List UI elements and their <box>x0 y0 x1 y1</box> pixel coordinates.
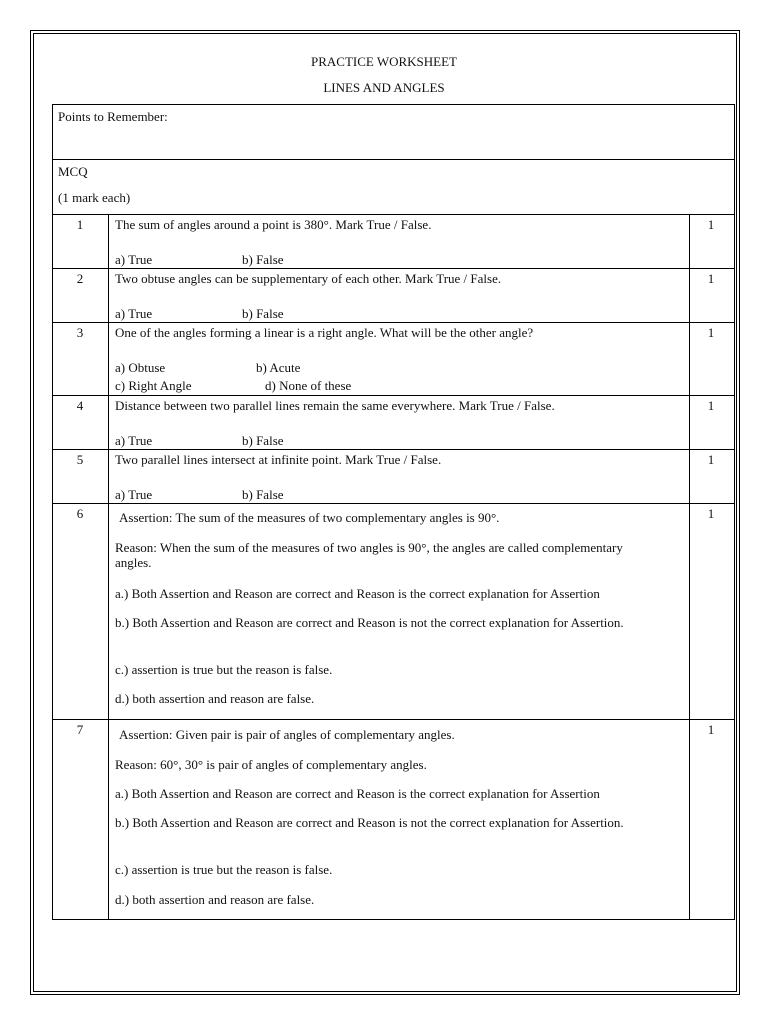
option: c.) assertion is true but the reason is false. <box>115 862 333 877</box>
option: a.) Both Assertion and Reason are correct and Reason is the correct explanation for Assertion <box>115 586 600 601</box>
points-to-remember-label: Points to Remember: <box>58 109 168 124</box>
option: b) False <box>242 487 284 502</box>
mcq-section-header <box>52 159 735 215</box>
question-marks: 1 <box>707 506 715 521</box>
question-number: 5 <box>76 452 84 467</box>
option: a) Obtuse <box>115 360 166 375</box>
option: c) Right Angle <box>115 378 192 393</box>
worksheet-subtitle: LINES AND ANGLES <box>323 80 445 95</box>
option: b.) Both Assertion and Reason are correct and Reason is not the correct explanation for Assertion. <box>115 815 624 830</box>
question-marks: 1 <box>707 217 715 232</box>
question-number: 1 <box>76 217 84 232</box>
question-marks: 1 <box>707 398 715 413</box>
section-marks-note: (1 mark each) <box>58 190 131 205</box>
row-divider <box>52 268 735 269</box>
row-divider <box>52 449 735 450</box>
question-text: The sum of angles around a point is 380°. Mark True / False. <box>115 217 432 232</box>
question-marks: 1 <box>707 325 715 340</box>
question-number: 2 <box>76 271 84 286</box>
option: b) False <box>242 306 284 321</box>
reason-text: Reason: When the sum of the measures of two angles is 90°, the angles are called complementary angles. <box>115 540 623 570</box>
question-text: One of the angles forming a linear is a right angle. What will be the other angle? <box>115 325 534 340</box>
question-number: 3 <box>76 325 84 340</box>
question-text: Two parallel lines intersect at infinite point. Mark True / False. <box>115 452 442 467</box>
option: d) None of these <box>265 378 352 393</box>
worksheet-title: PRACTICE WORKSHEET <box>310 54 457 69</box>
option: b) False <box>242 252 284 267</box>
option: c.) assertion is true but the reason is false. <box>115 662 333 677</box>
option: a.) Both Assertion and Reason are correct and Reason is the correct explanation for Assertion <box>115 786 600 801</box>
question-text: Distance between two parallel lines remain the same everywhere. Mark True / False. <box>115 398 555 413</box>
question-number: 7 <box>76 722 84 737</box>
question-marks: 1 <box>707 452 715 467</box>
option: d.) both assertion and reason are false. <box>115 691 315 706</box>
reason-text: Reason: 60°, 30° is pair of angles of complementary angles. <box>115 757 427 772</box>
question-number: 4 <box>76 398 84 413</box>
question-marks: 1 <box>707 271 715 286</box>
option: d.) both assertion and reason are false. <box>115 892 315 907</box>
question-text: Two obtuse angles can be supplementary of each other. Mark True / False. <box>115 271 502 286</box>
row-divider <box>52 395 735 396</box>
assertion-text: Assertion: Given pair is pair of angles of complementary angles. <box>119 727 455 742</box>
column-divider-marks <box>689 214 690 920</box>
row-divider <box>52 719 735 720</box>
option: b) Acute <box>256 360 301 375</box>
option: a) True <box>115 306 153 321</box>
section-label: MCQ <box>58 164 88 179</box>
column-divider-number <box>108 214 109 920</box>
question-marks: 1 <box>707 722 715 737</box>
assertion-text: Assertion: The sum of the measures of two complementary angles is 90°. <box>119 510 500 525</box>
option: a) True <box>115 433 153 448</box>
option: a) True <box>115 252 153 267</box>
option: a) True <box>115 487 153 502</box>
row-divider <box>52 503 735 504</box>
option: b.) Both Assertion and Reason are correct and Reason is not the correct explanation for Assertion. <box>115 615 624 630</box>
row-divider <box>52 322 735 323</box>
question-number: 6 <box>76 506 84 521</box>
option: b) False <box>242 433 284 448</box>
